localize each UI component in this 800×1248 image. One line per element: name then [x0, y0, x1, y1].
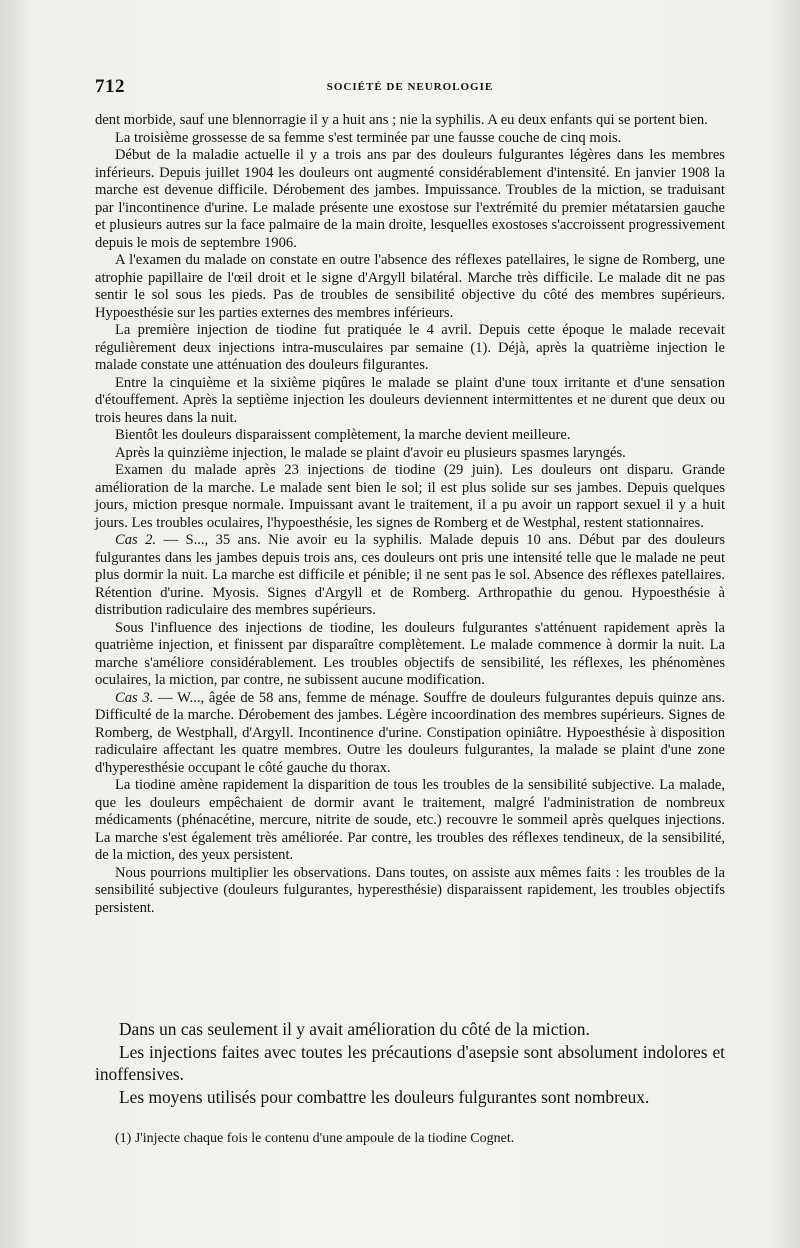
large-text-block — [95, 1018, 725, 1108]
paragraph: Nous pourrions multiplier les observations. Dans toutes, on assiste aux mêmes faits : les troubles de la sensibilité subjective (douleurs fulgurantes, hyperesthésie) disparaissent rapidement, les troubles objectifs persistent. — [95, 864, 725, 916]
paragraph: La troisième grossesse de sa femme s'est terminée par une fausse couche de cinq mois. — [115, 129, 622, 146]
case-2-text: — S..., 35 ans. Nie avoir eu la syphilis. Malade depuis 10 ans. Début par des douleurs fulgurantes dans les jambes depuis trois ans, ces douleurs ont pris une intensité telle que le malade ne peut plus dormir la nuit. La marche est difficile et pénible; il ne sent pas le sol. Absence des réflexes patellaires. Rétention d'urine. Myosis. Signes d'Argyll et de Romberg. Arthropathie du genou. Hypoesthésie à distribution radiculaire des membres supérieurs. — [95, 532, 725, 618]
paragraph: Après la quinzième injection, le malade se plaint d'avoir eu plusieurs spasmes laryngés. — [115, 444, 626, 461]
case-3-text: — W..., âgée de 58 ans, femme de ménage. Souffre de douleurs fulgurantes depuis quinze ans. Difficulté de la marche. Dérobement des jambes. Légère incoordination des membres supérieurs. Signes de Romberg, de Westphall, d'Argyll. Incontinence d'urine. Constipation opiniâtre. Hypoesthésie à disposition radiculaire affectant les quatre membres. Outre les douleurs fulgurantes, la malade se plaint d'une zone d'hyperesthésie occupant le côté gauche du thorax. — [95, 689, 725, 776]
paragraph: A l'examen du malade on constate en outre l'absence des réflexes patellaires, le signe de Romberg, une atrophie papillaire de l'œil droit et le signe d'Argyll bilatéral. Marche très difficile. Le malade dit ne pas sentir le sol sous les pieds. Pas de troubles de sensibilité objective du côté des membres supérieurs. Hypoesthésie sur les parties externes des membres inférieurs. — [95, 252, 725, 321]
paragraph: La tiodine amène rapidement la disparition de tous les troubles de la sensibilité subjective. La malade, que les douleurs empêchaient de dormir avant le traitement, malgré l'administration de nombreux médicaments (phénacétine, mercure, nitrite de soude, etc.) recouvre le sommeil après quelques injections. La marche s'est également très améliorée. Par contre, les troubles des réflexes tendineux, de la sensibilité, de la miction, des yeux persistent. — [95, 777, 725, 863]
page-number: 712 — [95, 76, 125, 97]
paragraph: Début de la maladie actuelle il y a trois ans par des douleurs fulgurantes légères dans les membres inférieurs. Depuis juillet 1904 les douleurs ont augmenté considérablement d'intensité. En janvier 1908 la marche est devenue difficile. Dérobement des jambes. Impuissance. Troubles de la miction, se traduisant par l'incontinence d'urine. Le malade présente une exostose sur l'extrémité du premier métatarsien gauche et plusieurs autres sur la face palmaire de la main droite, lesquelles exostoses s'accroissent progressivement depuis le mois de septembre 1906. — [95, 147, 725, 251]
paragraph: La première injection de tiodine fut pratiquée le 4 avril. Depuis cette époque le malade recevait régulièrement deux injections intra-musculaires par semaine (1). Déjà, après la quatrième injection le malade constate une atténuation des douleurs filgurantes. — [95, 322, 725, 373]
case-2-paragraph — [95, 532, 725, 620]
large-paragraph: Dans un cas seulement il y avait amélioration du côté de la miction. — [119, 1019, 590, 1039]
body-text — [95, 112, 725, 917]
case-3-label: Cas 3. — [115, 689, 154, 706]
paragraph: Bientôt les douleurs disparaissent complètement, la marche devient meilleure. — [115, 427, 571, 443]
case-3-paragraph — [95, 690, 725, 778]
paragraph: Examen du malade après 23 injections de tiodine (29 juin). Les douleurs ont disparu. Grande amélioration de la marche. Le malade sent bien le sol; il est plus solide sur ses jambes. Depuis quelques jours, miction presque normale. Impuissant avant le traitement, il a pu avoir un rapport sexuel il y a huit jours. Les troubles oculaires, l'hypoesthésie, les signes de Romberg et de Westphal, restent stationnaires. — [95, 462, 725, 531]
large-paragraph: Les moyens utilisés pour combattre les douleurs fulgurantes sont nombreux. — [119, 1086, 650, 1107]
paragraph: Sous l'influence des injections de tiodine, les douleurs fulgurantes s'atténuent rapidement après la quatrième injection, et finissent par disparaître complètement. Le malade commence à dormir la nuit. La marche s'améliore considérablement. Les troubles objectifs de sensibilité, les réflexes, les phénomènes oculaires, la miction, par contre, ne subissent aucune modification. — [95, 619, 725, 688]
paragraph: Entre la cinquième et la sixième piqûres le malade se plaint d'une toux irritante et d'une sensation d'étouffement. Après la septième injection les douleurs deviennent intermittentes et ne durent que deux ou trois heures dans la nuit. — [95, 374, 725, 426]
case-2-label: Cas 2. — [115, 532, 157, 548]
page-header — [95, 76, 725, 100]
footnote: (1) J'injecte chaque fois le contenu d'une ampoule de la tiodine Cognet. — [115, 1131, 515, 1146]
running-title: SOCIÉTÉ DE NEUROLOGIE — [326, 81, 494, 93]
paragraph: dent morbide, sauf une blennorragie il y a huit ans ; nie la syphilis. A eu deux enfants qui se portent bien. — [95, 112, 708, 128]
large-paragraph: Les injections faites avec toutes les précautions d'asepsie sont absolument indolores et inoffensives. — [95, 1041, 725, 1084]
